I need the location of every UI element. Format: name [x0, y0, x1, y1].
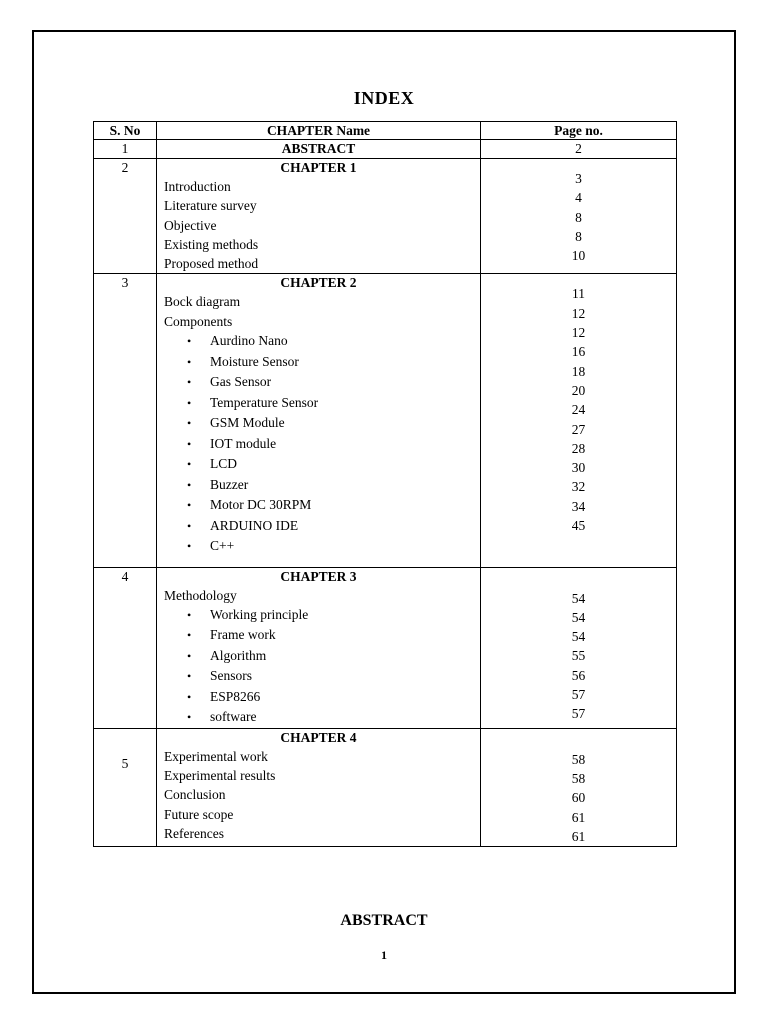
- section-title: Objective: [164, 217, 217, 233]
- bullet-icon: •: [187, 375, 192, 390]
- row-padding: [157, 557, 480, 567]
- section-title: Moisture Sensor: [210, 353, 299, 369]
- bullet-item: [157, 687, 480, 708]
- page-number-cell: [481, 274, 677, 567]
- table-body: [94, 140, 677, 847]
- section-title: Frame work: [210, 627, 276, 643]
- section-item: [157, 235, 480, 254]
- serial-number: 3: [121, 275, 129, 291]
- section-title: Proposed method: [164, 256, 259, 272]
- section-item: [157, 805, 480, 824]
- page-number-value: 24: [571, 402, 586, 418]
- section-title: C++: [210, 538, 235, 554]
- page-number-value: 57: [571, 706, 586, 722]
- page-number-cell: [481, 159, 677, 274]
- bullet-item: [157, 646, 480, 667]
- bullet-item: [157, 707, 480, 728]
- section-item: [157, 177, 480, 196]
- bullet-item: [157, 605, 480, 626]
- table-row: [94, 159, 677, 274]
- bullet-icon: •: [187, 689, 192, 704]
- section-title: LCD: [210, 456, 237, 472]
- bullet-icon: •: [187, 436, 192, 451]
- page-spacer: [481, 274, 676, 284]
- chapter-heading: CHAPTER 3: [280, 568, 357, 584]
- header-page-no: Page no.: [481, 122, 677, 140]
- bullet-icon: •: [187, 354, 192, 369]
- header-chapter-name: CHAPTER Name: [157, 122, 481, 140]
- section-item: [157, 254, 480, 273]
- table-row: [94, 140, 677, 159]
- chapter-heading: ABSTRACT: [281, 141, 356, 156]
- page-title: INDEX: [353, 88, 415, 108]
- page-number-value: 58: [571, 771, 586, 787]
- bullet-icon: •: [187, 710, 192, 725]
- bullet-item: [157, 393, 480, 414]
- section-title: Motor DC 30RPM: [210, 497, 312, 513]
- serial-number-cell: [94, 159, 157, 274]
- abstract-heading: ABSTRACT: [340, 912, 428, 929]
- page-number-value: 54: [571, 590, 586, 606]
- chapter-name-cell: [157, 274, 481, 567]
- bullet-item: [157, 495, 480, 516]
- page-number-cell: [481, 728, 677, 846]
- serial-number: 1: [121, 141, 129, 156]
- bullet-icon: •: [187, 334, 192, 349]
- section-title: Methodology: [164, 587, 237, 603]
- section-title: Algorithm: [210, 647, 267, 663]
- bullet-icon: •: [187, 498, 192, 513]
- section-title: Literature survey: [164, 198, 257, 214]
- bullet-icon: •: [187, 457, 192, 472]
- bullet-icon: •: [187, 648, 192, 663]
- page-number-value: 32: [571, 479, 586, 495]
- page-number-value: 3: [575, 171, 582, 186]
- bullet-icon: •: [187, 669, 192, 684]
- section-item: [157, 196, 480, 215]
- bullet-item: [157, 434, 480, 455]
- section-title: software: [210, 709, 257, 725]
- page-number-value: 45: [571, 518, 586, 534]
- bullet-item: [157, 516, 480, 537]
- page-number-value: 12: [571, 305, 586, 321]
- chapter-heading: CHAPTER 4: [280, 729, 357, 745]
- section-title: Gas Sensor: [210, 374, 272, 390]
- page-number-value: 30: [571, 460, 586, 476]
- index-table: [93, 121, 677, 847]
- section-item: [157, 292, 480, 311]
- page-number-value: 56: [571, 667, 586, 683]
- section-title: References: [164, 826, 224, 842]
- serial-number: 5: [121, 755, 129, 771]
- page-number-value: 54: [571, 629, 586, 645]
- bullet-item: [157, 331, 480, 352]
- page-number-value: 10: [571, 248, 586, 264]
- chapter-name-cell: [157, 159, 481, 274]
- page-number-value: 61: [571, 829, 586, 845]
- bullet-item: [157, 625, 480, 646]
- section-title: Experimental results: [164, 768, 276, 784]
- section-item: [157, 586, 480, 605]
- bullet-icon: •: [187, 628, 192, 643]
- page-spacer: [481, 159, 676, 169]
- section-item: [157, 785, 480, 804]
- section-title: Temperature Sensor: [210, 394, 319, 410]
- bullet-item: [157, 475, 480, 496]
- bullet-icon: •: [187, 395, 192, 410]
- page-number-value: 60: [571, 790, 586, 806]
- section-item: [157, 312, 480, 331]
- section-title: Working principle: [210, 606, 309, 622]
- page-number-value: 18: [571, 363, 586, 379]
- chapter-name-cell: [157, 728, 481, 846]
- header-sno: S. No: [94, 122, 157, 140]
- page-number-cell: [481, 140, 677, 159]
- section-item: [157, 824, 480, 843]
- page-number-value: 55: [571, 648, 586, 664]
- bullet-icon: •: [187, 607, 192, 622]
- section-title: Future scope: [164, 806, 234, 822]
- table-row: [94, 274, 677, 567]
- page-number-value: 4: [575, 190, 582, 206]
- serial-number: 2: [121, 160, 129, 175]
- section-item: [157, 216, 480, 235]
- section-title: Existing methods: [164, 236, 259, 252]
- bullet-icon: •: [187, 539, 192, 554]
- bullet-item: [157, 454, 480, 475]
- page-number-value: 27: [571, 421, 586, 437]
- section-title: Conclusion: [164, 787, 226, 803]
- page-number-value: 57: [571, 687, 586, 703]
- section-title: Experimental work: [164, 748, 268, 764]
- section-title: Bock diagram: [164, 294, 241, 310]
- serial-number-cell: [94, 567, 157, 728]
- page-number-value: 58: [571, 751, 586, 767]
- bullet-icon: •: [187, 518, 192, 533]
- section-title: ARDUINO IDE: [210, 517, 299, 533]
- bullet-icon: •: [187, 477, 192, 492]
- bullet-item: [157, 413, 480, 434]
- bullet-item: [157, 536, 480, 557]
- page-number-value: 2: [575, 141, 582, 156]
- page-number-value: 12: [571, 325, 586, 341]
- page-number-value: 61: [571, 809, 586, 825]
- page-spacer: [481, 568, 676, 589]
- page-number-value: 16: [571, 344, 586, 360]
- section-title: Components: [164, 313, 233, 329]
- page-number-value: 28: [571, 440, 586, 456]
- page-number-value: 20: [571, 382, 586, 398]
- section-item: [157, 747, 480, 766]
- section-title: GSM Module: [210, 415, 285, 431]
- section-item: [157, 766, 480, 785]
- section-title: Introduction: [164, 179, 231, 194]
- page-spacer: [481, 729, 676, 750]
- chapter-name-cell: [157, 140, 481, 159]
- page-number-value: 8: [575, 209, 582, 225]
- serial-number-cell: [94, 140, 157, 159]
- serial-number-cell: [94, 274, 157, 567]
- page-number-value: 11: [572, 286, 585, 302]
- section-title: Buzzer: [210, 476, 249, 492]
- chapter-heading: CHAPTER 1: [280, 160, 357, 175]
- bullet-item: [157, 666, 480, 687]
- serial-number-cell: [94, 728, 157, 846]
- bullet-item: [157, 352, 480, 373]
- bullet-icon: •: [187, 416, 192, 431]
- page-number-value: 34: [571, 498, 586, 514]
- serial-number: 4: [121, 568, 129, 584]
- section-title: Sensors: [210, 668, 253, 684]
- table-header-row: [94, 122, 677, 140]
- page-number-value: 8: [575, 228, 582, 244]
- chapter-heading: CHAPTER 2: [280, 275, 357, 291]
- page-number-value: 54: [571, 609, 586, 625]
- chapter-name-cell: [157, 567, 481, 728]
- section-title: Aurdino Nano: [210, 333, 288, 349]
- page-number: 1: [381, 948, 387, 962]
- section-title: IOT module: [210, 435, 277, 451]
- table-row: [94, 567, 677, 728]
- section-title: ESP8266: [210, 688, 261, 704]
- page-number-cell: [481, 567, 677, 728]
- bullet-item: [157, 372, 480, 393]
- table-row: [94, 728, 677, 846]
